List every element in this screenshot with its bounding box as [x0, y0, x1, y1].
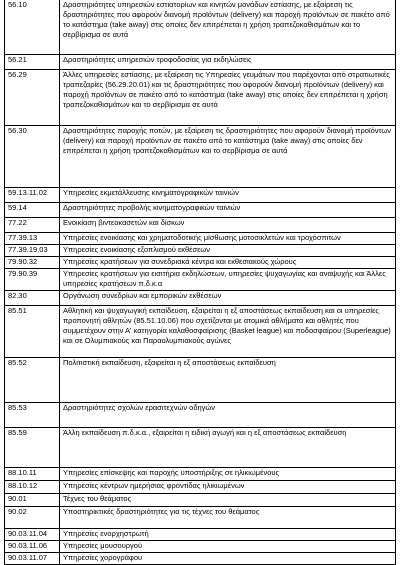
table-row [5, 403, 396, 428]
activity-description-cell: Υποστηρικτικές δραστηριότητες για τις τέχνες του θεάματος [60, 507, 396, 529]
activity-code-cell: 82.30 [5, 291, 60, 306]
table-row [5, 291, 396, 306]
table-body [5, 0, 396, 565]
table-row [5, 126, 396, 188]
activity-description-cell: Δραστηριότητες υπηρεσιών εστιατορίων και κινητών μονάδων εστίασης, με εξαίρεση τις δραστηριότητες που αφορούν διανομή προϊόντων (delivery) και παροχή προϊόντων σε πακέτο από το κατάστημα (take away) στις οποίες δεν επιτρέπεται η χρήση τραπεζοκαθισμάτων και το σερβίρισμα σε αυτά [60, 0, 396, 55]
activity-code-cell: 79.90.39 [5, 269, 60, 291]
activity-description-cell: Υπηρεσίες επίσκεψης και παροχής υποστήριξης σε ηλικιωμένους [60, 468, 396, 481]
table-row [5, 468, 396, 481]
activity-code-cell: 56.30 [5, 126, 60, 188]
table-row [5, 306, 396, 358]
activity-code-cell: 85.53 [5, 403, 60, 428]
table-row [5, 358, 396, 403]
table-row [5, 553, 396, 565]
activity-description-cell: Δραστηριότητες υπηρεσιών τροφοδοσίας για εκδηλώσεις [60, 55, 396, 70]
table-row [5, 257, 396, 269]
activity-code-cell: 85.59 [5, 428, 60, 468]
activity-description-cell: Άλλη εκπαίδευση π.δ.κ.α., εξαιρείται η ειδική αγωγή και η εξ αποστάσεως εκπαίδευση [60, 428, 396, 468]
activity-description-cell: Υπηρεσίες ενοικίασης και χρηματοδοτικής μίσθωσης μοτοσικλετών και τροχόσπιτων [60, 233, 396, 245]
table-row [5, 188, 396, 203]
activity-code-cell: 88.10.11 [5, 468, 60, 481]
table-row [5, 245, 396, 257]
activity-description-cell: Άλλες υπηρεσίες εστίασης, με εξαίρεση τις Υπηρεσίες γευμάτων που παρέχονται από στρατιωτικές τραπεζαρίες (56.29.20.01) και τις δραστηριότητες που αφορούν διανομή προϊόντων (delivery) και παροχή προϊόντων σε πακέτο από το κατάστημα (take away) στις οποίες δεν επιτρέπεται η χρήση τραπεζοκαθισμάτων και το σερβίρισμα σε αυτά [60, 70, 396, 126]
activity-code-cell: 77.39.19.03 [5, 245, 60, 257]
activity-description-cell: Δραστηριότητες προβολής κινηματογραφικών ταινιών [60, 203, 396, 218]
activity-code-cell: 56.29 [5, 70, 60, 126]
table-row [5, 203, 396, 218]
activity-code-cell: 85.51 [5, 306, 60, 358]
table-row [5, 233, 396, 245]
activity-description-cell: Υπηρεσίες ενοικίασης εξοπλισμού εκθέσεων [60, 245, 396, 257]
activity-code-cell: 85.52 [5, 358, 60, 403]
activity-code-cell: 88.10.12 [5, 481, 60, 494]
activity-description-cell: Υπηρεσίες χορογράφου [60, 553, 396, 565]
table-row [5, 218, 396, 233]
activity-code-cell: 90.02 [5, 507, 60, 529]
table-row [5, 0, 396, 55]
activity-description-cell: Υπηρεσίες κρατήσεων για συνεδριακά κέντρα και εκθεσιακούς χώρους [60, 257, 396, 269]
activity-description-cell: Υπηρεσίες μουσουργού [60, 541, 396, 553]
activity-code-cell: 90.01 [5, 494, 60, 507]
activity-description-cell: Αθλητική και ψυχαγωγική εκπαίδευση, εξαιρείται η εξ αποστάσεως εκπαίδευση και οι υπηρεσίες προπονητή αθλητών (85.51.10.06) που σχετίζονται με ατομικά αθλήματα και αθλητές που συμμετέχουν στην Α' κατηγορία καλαθοσφαίρισης (Basket league) και ποδοσφαίρου (Superleague) και σε Ολυμπιακούς και Παραολυμπιακούς αγώνες [60, 306, 396, 358]
activity-description-cell: Οργάνωση συνεδρίων και εμπορικών εκθέσεων [60, 291, 396, 306]
activity-code-cell: 59.14 [5, 203, 60, 218]
table-row [5, 269, 396, 291]
table-row [5, 70, 396, 126]
activity-description-cell: Υπηρεσίες κέντρων ημερήσιας φροντίδας ηλικιωμένων [60, 481, 396, 494]
table-row [5, 481, 396, 494]
activity-description-cell: Δραστηριότητες σχολών ερασιτεχνών οδηγών [60, 403, 396, 428]
table-row [5, 55, 396, 70]
table-row [5, 507, 396, 529]
activity-code-cell: 90.03.11.04 [5, 529, 60, 541]
activity-code-cell: 56.21 [5, 55, 60, 70]
activity-code-cell: 59.13.11.02 [5, 188, 60, 203]
activity-description-cell: Ενοικίαση βιντεοκασετών και δίσκων [60, 218, 396, 233]
activity-code-cell: 77.22 [5, 218, 60, 233]
table-row [5, 494, 396, 507]
table-row [5, 541, 396, 553]
activity-code-cell: 79.90.32 [5, 257, 60, 269]
activity-description-cell: Τέχνες του θεάματος [60, 494, 396, 507]
activity-code-cell: 90.03.11.07 [5, 553, 60, 565]
activity-code-cell: 56.10 [5, 0, 60, 55]
activity-description-cell: Υπηρεσίες κρατήσεων για εισιτήρια εκδηλώσεων, υπηρεσίες ψυχαγωγίας και αναψυχής και Άλλες υπηρεσίες κρατήσεων π.δ.κ.α [60, 269, 396, 291]
activity-description-cell: Πολιτιστική εκπαίδευση, εξαιρείται η εξ αποστάσεως εκπαίδευση [60, 358, 396, 403]
activity-codes-table [4, 0, 396, 565]
activity-description-cell: Υπηρεσίες ενορχηστρωτή [60, 529, 396, 541]
activity-description-cell: Υπηρεσίες εκμετάλλευσης κινηματογραφικών ταινιών [60, 188, 396, 203]
activity-code-cell: 77.39.13 [5, 233, 60, 245]
table-row [5, 428, 396, 468]
table-row [5, 529, 396, 541]
activity-description-cell: Δραστηριότητες παροχής ποτών, με εξαίρεση τις δραστηριότητες που αφορούν διανομή προϊόντων (delivery) και παροχή προϊόντων σε πακέτο από το κατάστημα (take away) στις οποίες δεν επιτρέπεται η χρήση τραπεζοκαθισμάτων και το σερβίρισμα σε αυτά [60, 126, 396, 188]
activity-code-cell: 90.03.11.06 [5, 541, 60, 553]
